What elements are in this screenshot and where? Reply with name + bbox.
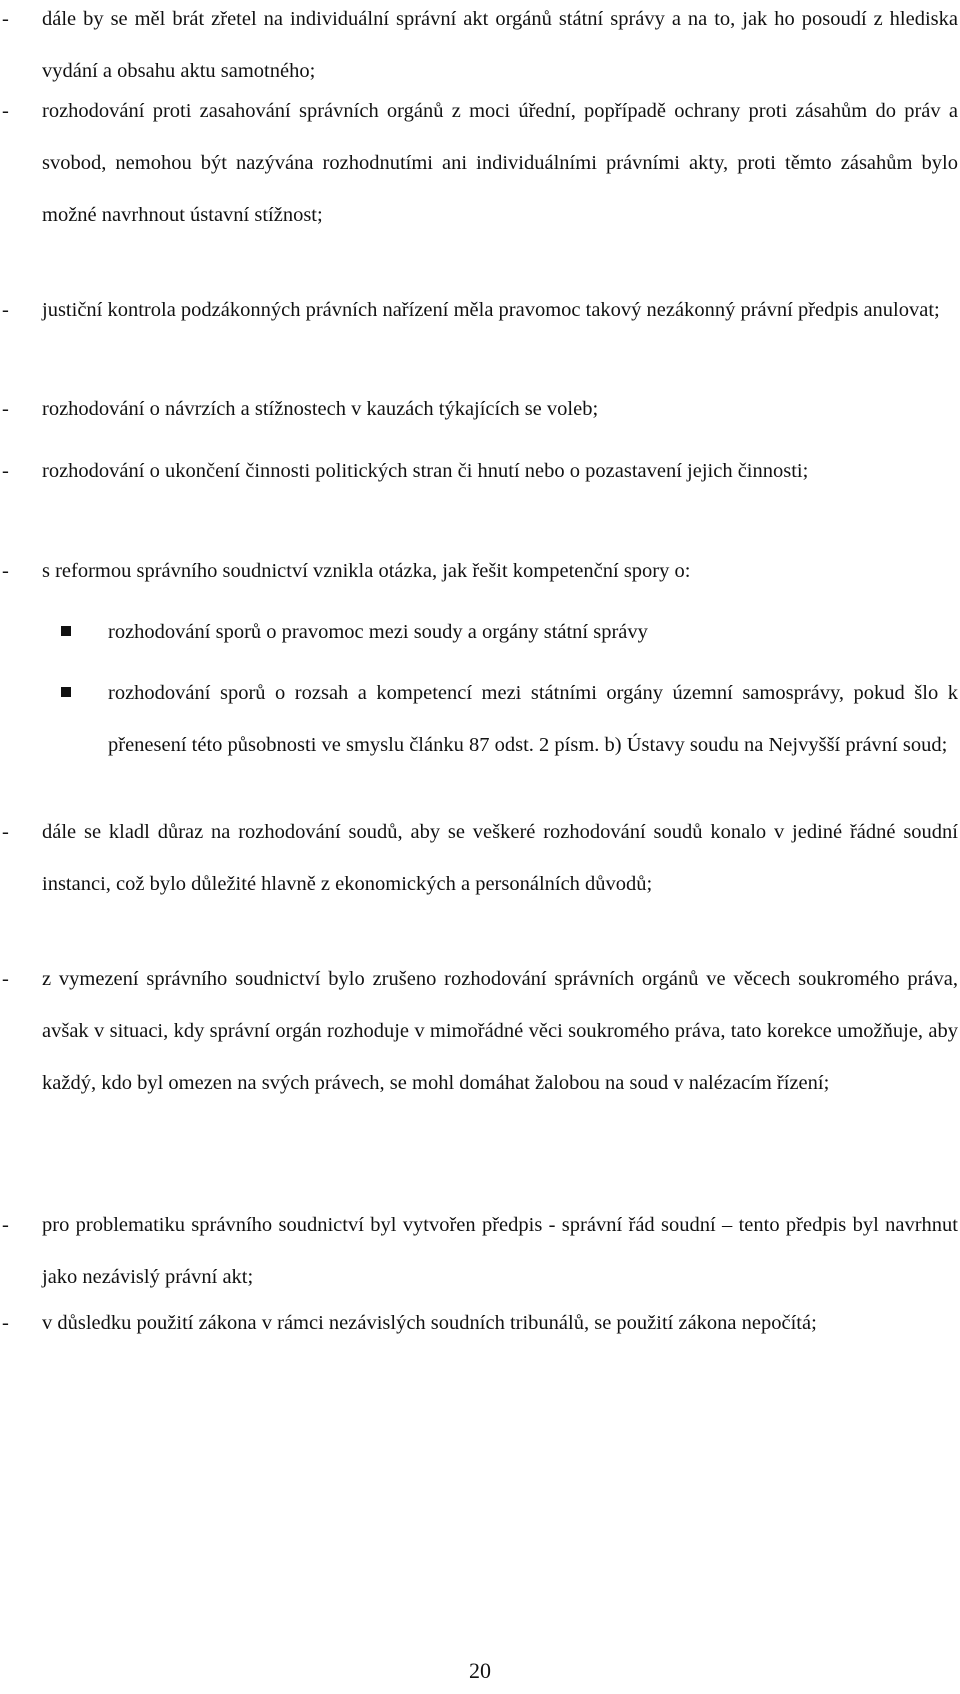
list-item-text: dále se kladl důraz na rozhodování soudů, aby se veškeré rozhodování soudů konalo v jediné řádné soudní instanci, což bylo důležité hlavně z ekonomických a personálních důvodů; bbox=[42, 821, 958, 895]
list-dash: - bbox=[2, 299, 9, 321]
list-item-text: rozhodování o ukončení činnosti politických stran či hnutí nebo o pozastavení jejich činnosti; bbox=[42, 460, 809, 482]
square-bullet-icon bbox=[61, 626, 71, 636]
page-number: 20 bbox=[469, 1658, 491, 1683]
list-dash: - bbox=[2, 460, 9, 482]
list-dash: - bbox=[2, 100, 9, 122]
list-dash: - bbox=[2, 1312, 9, 1334]
list-item-text: rozhodování proti zasahování správních orgánů z moci úřední, popřípadě ochrany proti zásahům do práv a svobod, nemohou být nazývána rozhodnutími ani individuálními právními akty, proti těmto zásahům bylo možné navrhnout ústavní stížnost; bbox=[42, 100, 958, 226]
list-dash: - bbox=[2, 821, 9, 843]
list-item-text: justiční kontrola podzákonných právních nařízení měla pravomoc takový nezákonný právní předpis anulovat; bbox=[42, 299, 940, 321]
list-item-text: s reformou správního soudnictví vznikla otázka, jak řešit kompetenční spory o: bbox=[42, 560, 691, 582]
list-item-text: z vymezení správního soudnictví bylo zrušeno rozhodování správních orgánů ve věcech soukromého práva, avšak v situaci, kdy správní orgán rozhoduje v mimořádné věci soukromého práva, tato korekce umožňuje, aby každý, kdo byl omezen na svých právech, se mohl domáhat žalobou na soud v nalézacím řízení; bbox=[42, 968, 958, 1094]
list-item-text: dále by se měl brát zřetel na individuální správní akt orgánů státní správy a na to, jak ho posoudí z hlediska vydání a obsahu aktu samotného; bbox=[42, 8, 958, 82]
list-item-text: v důsledku použití zákona v rámci nezávislých soudních tribunálů, se použití zákona nepočítá; bbox=[42, 1312, 817, 1334]
list-dash: - bbox=[2, 560, 9, 582]
list-dash: - bbox=[2, 968, 9, 990]
sub-list-item-text: rozhodování sporů o rozsah a kompetencí mezi státními orgány územní samosprávy, pokud šlo k přenesení této působnosti ve smyslu článku 87 odst. 2 písm. b) Ústavy soudu na Nejvyšší právní soud; bbox=[108, 682, 958, 756]
list-dash: - bbox=[2, 398, 9, 420]
list-dash: - bbox=[2, 1214, 9, 1236]
list-dash: - bbox=[2, 8, 9, 30]
square-bullet-icon bbox=[61, 687, 71, 697]
list-item-text: pro problematiku správního soudnictví byl vytvořen předpis - správní řád soudní – tento předpis byl navrhnut jako nezávislý právní akt; bbox=[42, 1214, 958, 1288]
sub-list-item-text: rozhodování sporů o pravomoc mezi soudy a orgány státní správy bbox=[108, 621, 648, 643]
list-item-text: rozhodování o návrzích a stížnostech v kauzách týkajících se voleb; bbox=[42, 398, 599, 420]
